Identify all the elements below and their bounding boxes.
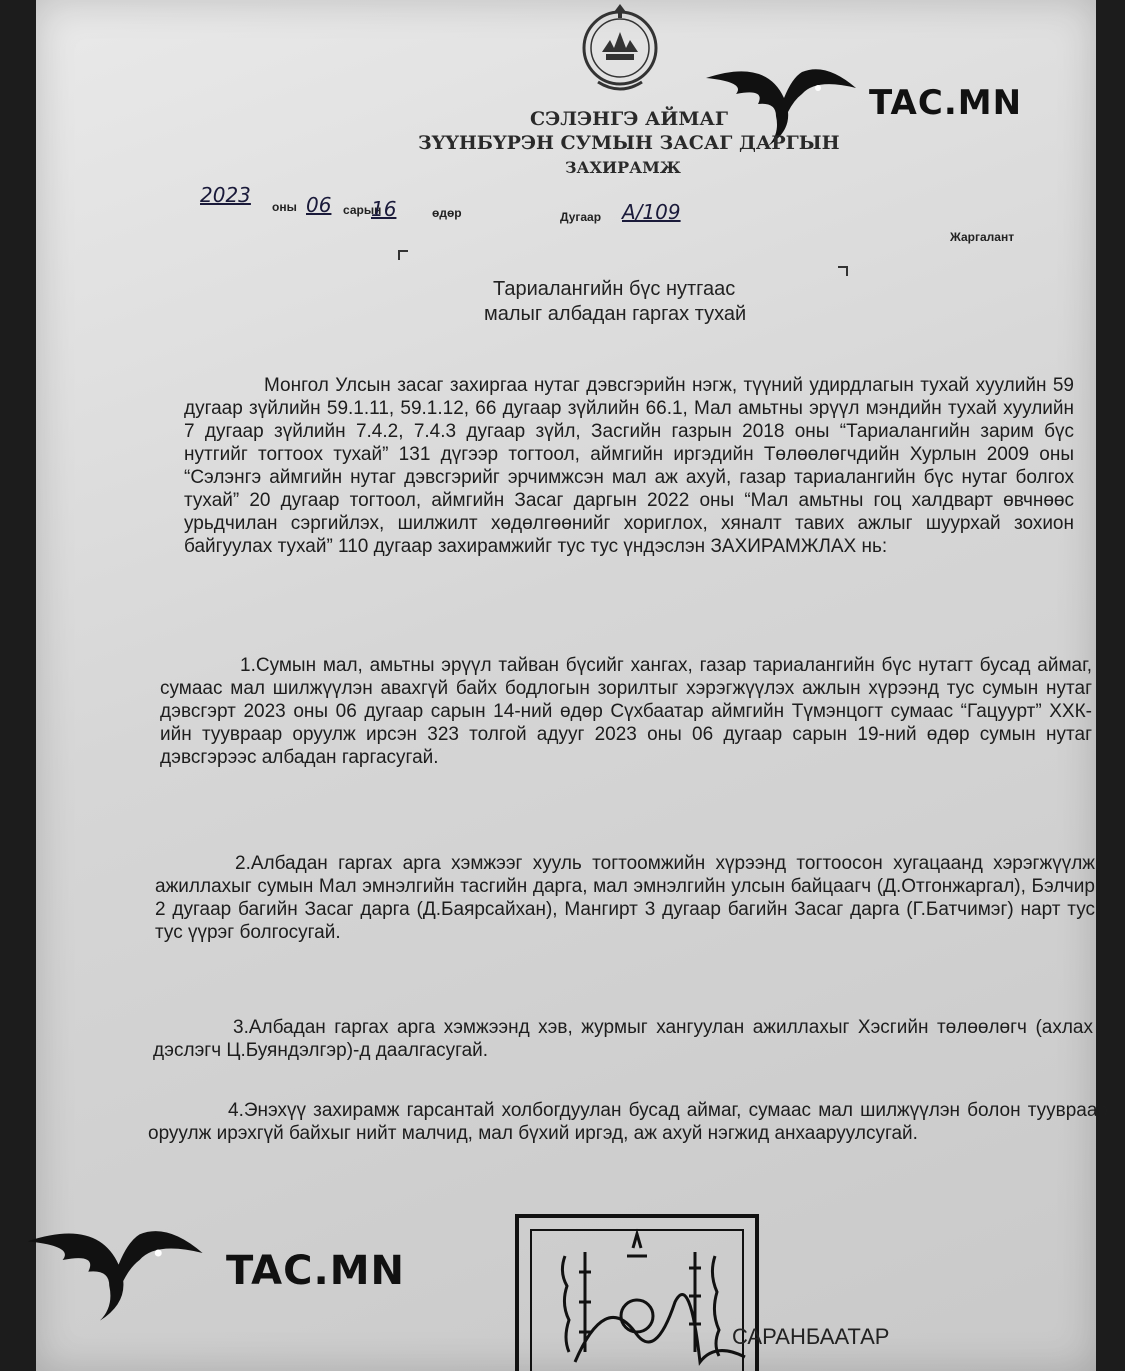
eagle-logo-icon xyxy=(18,1218,218,1323)
watermark-bottom xyxy=(18,1218,405,1323)
corner-mark-left xyxy=(398,250,408,260)
subject-line-2: малыг албадан гаргах тухай xyxy=(484,303,747,325)
date-day: 16 xyxy=(371,197,397,221)
official-stamp-icon xyxy=(515,1212,759,1371)
date-day-label: өдөр xyxy=(432,206,462,220)
corner-mark-right xyxy=(838,266,848,276)
signer-name: САРАНБААТАР xyxy=(732,1324,890,1349)
date-year: 2023 xyxy=(200,183,251,207)
header-governor: ЗҮҮНБҮРЭН СУМЫН ЗАСАГ ДАРГЫН xyxy=(418,132,840,154)
place-name: Жаргалант xyxy=(950,230,1015,244)
date-month-label: сарын xyxy=(343,203,382,217)
clause-4: 4.Энэхүү захирамж гарсантай холбогдуулан бусад аймаг, сумаас мал шилжүүлэн болон туувраар оруулж ирэхгүй байхыг нийт малчид, мал бүхий иргэд, аж ахуй нэгжид анхааруулсугай. xyxy=(148,1100,1108,1144)
clause-3: 3.Албадан гаргах арга хэмжээнд хэв, журмыг хангуулан ажиллахыг Хэсгийн төлөөлөгч (ахлах дэслэгч Ц.Буяндэлгэр)-д даалгасугай. xyxy=(153,1017,1093,1061)
clause-1: 1.Сумын мал, амьтны эрүүл тайван бүсийг хангах, газар тариалангийн бүс нутагт бусад аймаг, сумаас мал шилжүүлэн авахгүй байх бодлогын зорилтыг хэрэгжүүлэх ажлын хүрээнд тус сумын нутаг дэвсгэрт 2023 оны 06 дугаар сарын 14-ний өдөр Сүхбаатар аймгийн Түмэнцогт сумаас “Гацуурт” ХХК-ийн туувраар оруулж ирсэн 323 толгой адууг 2023 оны 06 дугаар сарын 19-ний өдөр сумын нутаг дэвсгэрээс албадан гаргасугай. xyxy=(160,655,1092,768)
state-emblem-icon xyxy=(580,4,660,96)
watermark-text: TAC.MN xyxy=(226,1247,405,1294)
date-month: 06 xyxy=(306,193,332,217)
subject-line-1: Тариалангийн бүс нутгаас xyxy=(493,278,736,300)
date-year-label: оны xyxy=(272,200,297,214)
ordinance-number: А/109 xyxy=(622,200,681,224)
clause-2: 2.Албадан гаргах арга хэмжээг хууль тогтоомжийн хүрээнд тогтоосон хугацаанд хэрэгжүүлж ажиллахыг сумын Мал эмнэлгийн тасгийн дарга, мал эмнэлгийн улсын байцаагч (Д.Отгонжаргал), Бэлчир 2 дугаар багийн Засаг дарга (Д.Баярсайхан), Мангирт 3 дугаар багийн Засаг дарга (Г.Батчимэг) нарт тус тус үүрэг болгосугай. xyxy=(155,853,1095,943)
number-label: Дугаар xyxy=(560,210,602,224)
header-ordinance: ЗАХИРАМЖ xyxy=(565,158,681,177)
preamble-paragraph: Монгол Улсын засаг захиргаа нутаг дэвсгэрийн нэгж, түүний удирдлагын тухай хуулийн 59 дугаар зүйлийн 59.1.11, 59.1.12, 66 дугаар зүйлийн 66.1, Мал амьтны эрүүл мэндийн тухай хуулийн 7 дугаар зүйлийн 7.4.2, 7.4.3 дугаар зүйл, Засгийн газрын 2018 оны “Тариалангийн зарим бүс нутгийг тогтоох тухай” 131 дүгээр тогтоол, аймгийн иргэдийн Төлөөлөгчдийн Хурлын 2009 оны “Сэлэнгэ аймгийн нутаг дэвсгэрийг эрчимжсэн мал аж ахуй, газар тариалангийн бүс нутаг болгох тухай” 20 дугаар тогтоол, аймгийн Засаг даргын 2022 оны “Мал амьтны гоц халдварт өвчнөөс урьдчилан сэргийлэх, шилжилт хөдөлгөөнийг хориглох, хяналт тавих ажлыг шуурхай зохион байгуулах тухай” 110 дугаар захирамжийг тус тус үндэслэн ЗАХИРАМЖЛАХ нь: xyxy=(184,375,1074,557)
header-province: СЭЛЭНГЭ АЙМАГ xyxy=(530,108,728,130)
watermark-text: TAC.MN xyxy=(869,83,1023,123)
